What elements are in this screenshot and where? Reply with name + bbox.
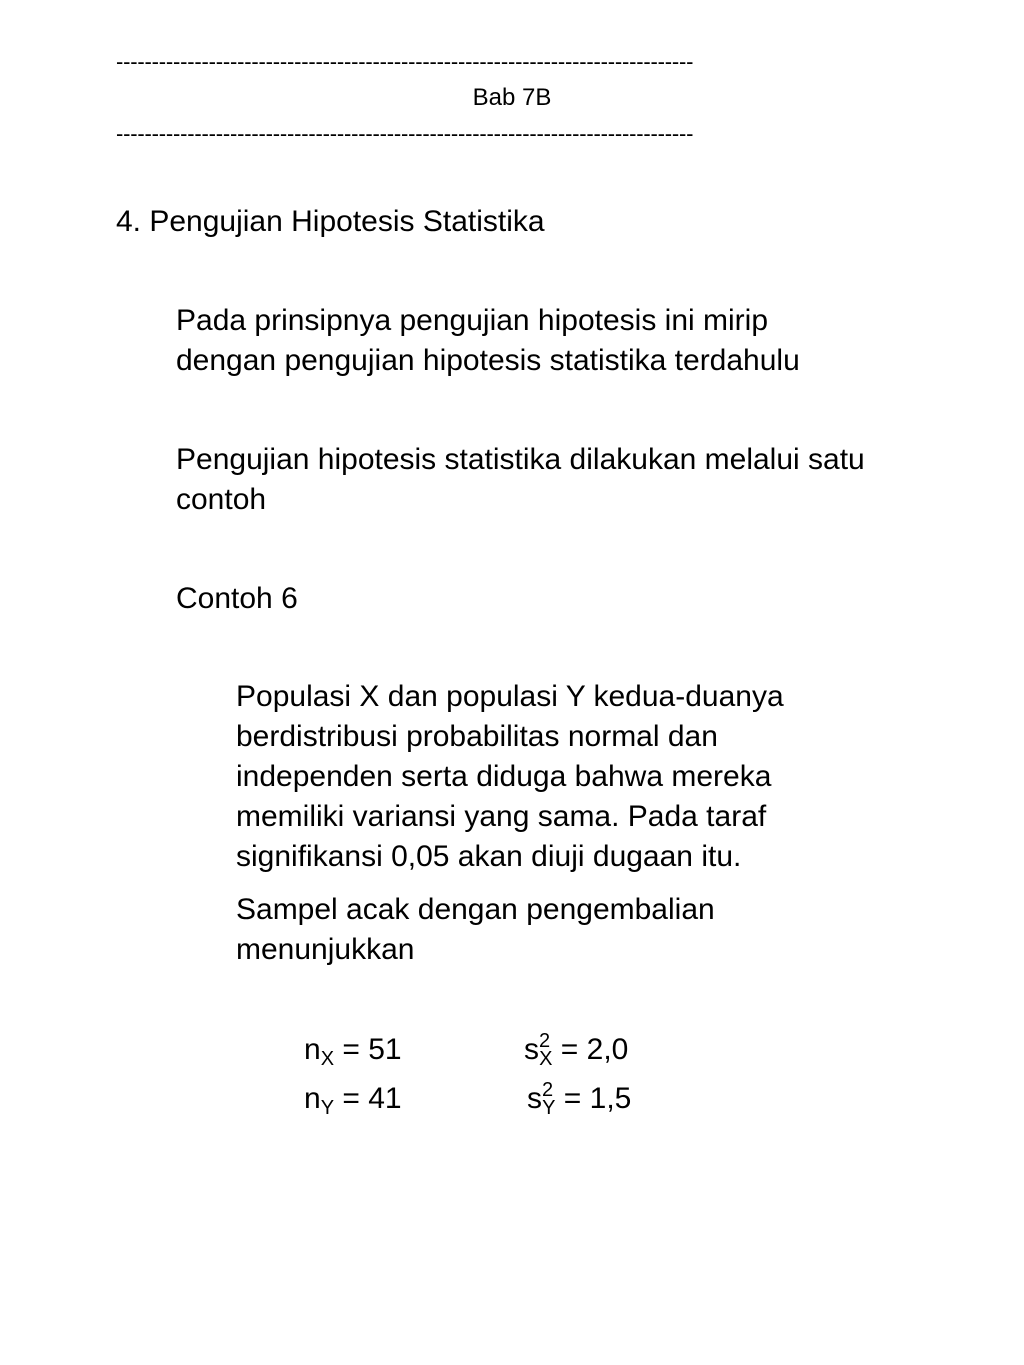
formula-s-subscript: X xyxy=(539,1048,553,1070)
example-line-3: independen serta diduga bahwa mereka xyxy=(236,760,772,793)
formula-s-value: = 1,5 xyxy=(555,1082,632,1115)
section-heading: 4. Pengujian Hipotesis Statistika xyxy=(116,205,545,238)
example-title: Contoh 6 xyxy=(176,582,298,615)
formula-n-value: = 51 xyxy=(334,1033,402,1066)
header-top-rule: --------------------------------------------------------------------------------- xyxy=(116,50,694,74)
formula-n-x xyxy=(304,1030,402,1070)
formula-s-superscript: 2 xyxy=(542,1079,554,1101)
formula-s-symbol: s xyxy=(527,1082,542,1115)
formula-n-value: = 41 xyxy=(334,1082,402,1115)
example-line-4: memiliki variansi yang sama. Pada taraf xyxy=(236,800,767,833)
formula-n-subscript: Y xyxy=(320,1097,335,1119)
example-line-5: signifikansi 0,05 akan diuji dugaan itu. xyxy=(236,840,742,873)
formula-s2-x xyxy=(524,1030,628,1070)
example2-line-2: menunjukkan xyxy=(236,933,415,966)
formula-s-symbol: s xyxy=(524,1033,539,1066)
example-line-1: Populasi X dan populasi Y kedua-duanya xyxy=(236,680,784,713)
paragraph-1 xyxy=(176,301,800,381)
example2-line-1: Sampel acak dengan pengembalian xyxy=(236,893,715,926)
paragraph-1-line-1: Pada prinsipnya pengujian hipotesis ini mirip xyxy=(176,304,769,337)
paragraph-2-line-1: Pengujian hipotesis statistika dilakukan melalui satu xyxy=(176,443,865,476)
formula-n-y xyxy=(304,1079,402,1119)
formula-n-symbol: n xyxy=(304,1033,321,1066)
header-bottom-rule: --------------------------------------------------------------------------------- xyxy=(116,122,694,146)
formula-s-superscript: 2 xyxy=(539,1030,551,1052)
paragraph-2-line-2: contoh xyxy=(176,483,267,516)
chapter-title: Bab 7B xyxy=(472,84,552,111)
formula-s-value: = 2,0 xyxy=(552,1033,629,1066)
formula-n-subscript: X xyxy=(320,1048,335,1070)
paragraph-1-line-2: dengan pengujian hipotesis statistika terdahulu xyxy=(176,344,800,377)
formula-s2-y xyxy=(527,1079,631,1119)
formula-s-subscript: Y xyxy=(542,1097,556,1119)
example-line-2: berdistribusi probabilitas normal dan xyxy=(236,720,718,753)
paragraph-2 xyxy=(176,440,865,520)
example-body xyxy=(236,677,784,877)
formula-n-symbol: n xyxy=(304,1082,321,1115)
example-body-2 xyxy=(236,890,715,970)
